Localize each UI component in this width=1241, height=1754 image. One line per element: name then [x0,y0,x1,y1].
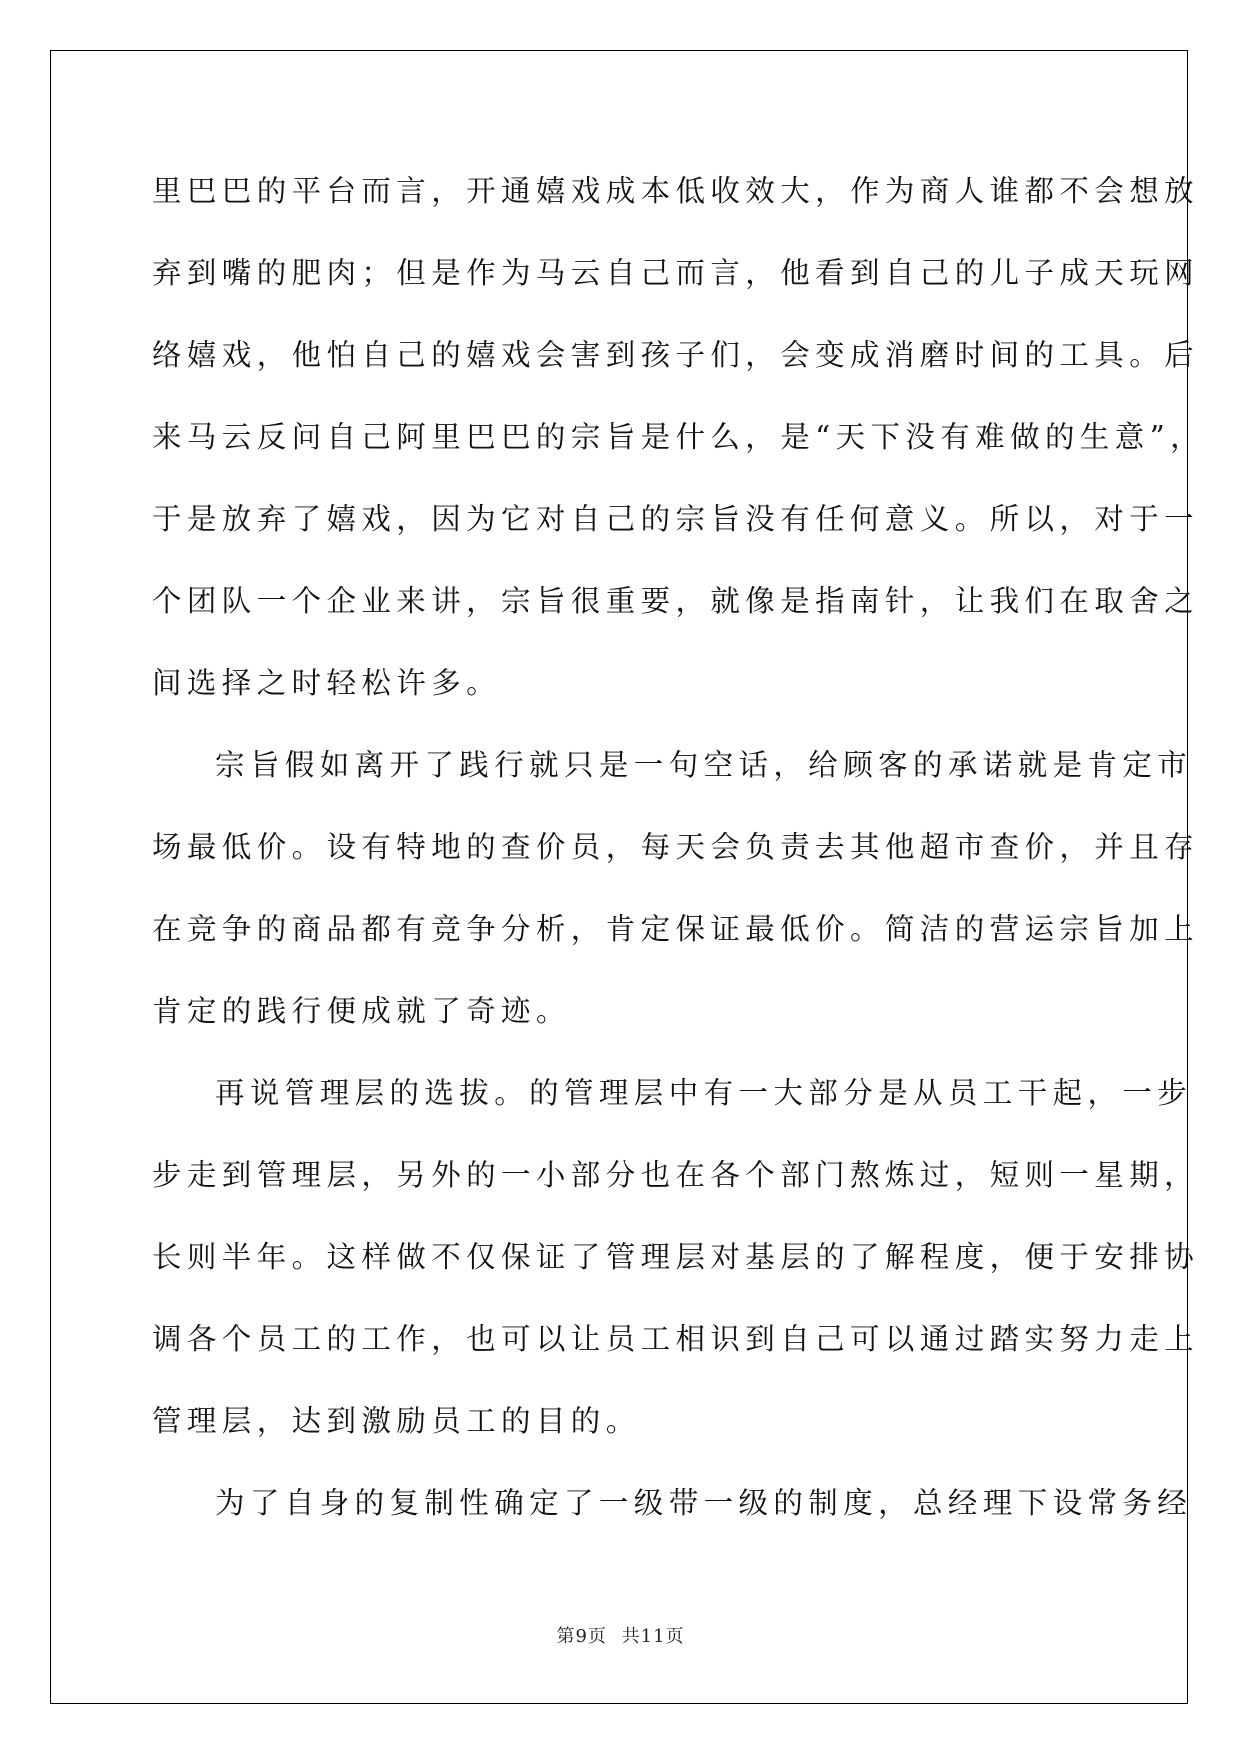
text-line: 络嬉戏，他怕自己的嬉戏会害到孩子们，会变成消磨时间的工具。后 [152,338,1200,372]
text-line: 里巴巴的平台而言，开通嬉戏成本低收效大，作为商人谁都不会想放 [152,174,1200,208]
text-line: 场最低价。设有特地的查价员，每天会负责去其他超市查价，并且存 [152,830,1200,864]
text-line: 在竞争的商品都有竞争分析，肯定保证最低价。简洁的营运宗旨加上 [152,912,1200,946]
text-line: 于是放弃了嬉戏，因为它对自己的宗旨没有任何意义。所以，对于一 [152,502,1200,536]
text-line: 间选择之时轻松许多。 [152,666,502,700]
page-total: 共11页 [621,1626,685,1647]
text-line: 长则半年。这样做不仅保证了管理层对基层的了解程度，便于安排协 [152,1240,1200,1274]
text-line: 管理层，达到激励员工的目的。 [152,1404,641,1438]
page-number: 第9页 [556,1626,607,1647]
text-line: 宗旨假如离开了践行就只是一句空话，给顾客的承诺就是肯定市 [215,748,1193,782]
text-line: 为了自身的复制性确定了一级带一级的制度，总经理下设常务经 [215,1486,1193,1520]
page-footer [0,1622,1241,1648]
text-line: 调各个员工的工作，也可以让员工相识到自己可以通过踏实努力走上 [152,1322,1200,1356]
text-line: 步走到管理层，另外的一小部分也在各个部门熬炼过，短则一星期， [152,1158,1200,1192]
document-body [152,160,1206,1554]
text-line: 弃到嘴的肥肉；但是作为马云自己而言，他看到自己的儿子成天玩网 [152,256,1200,290]
text-line: 肯定的践行便成就了奇迹。 [152,994,571,1028]
text-line: 再说管理层的选拔。的管理层中有一大部分是从员工干起，一步 [215,1076,1193,1110]
text-line: 来马云反问自己阿里巴巴的宗旨是什么，是“天下没有难做的生意”， [152,420,1206,454]
text-line: 个团队一个企业来讲，宗旨很重要，就像是指南针，让我们在取舍之 [152,584,1200,618]
